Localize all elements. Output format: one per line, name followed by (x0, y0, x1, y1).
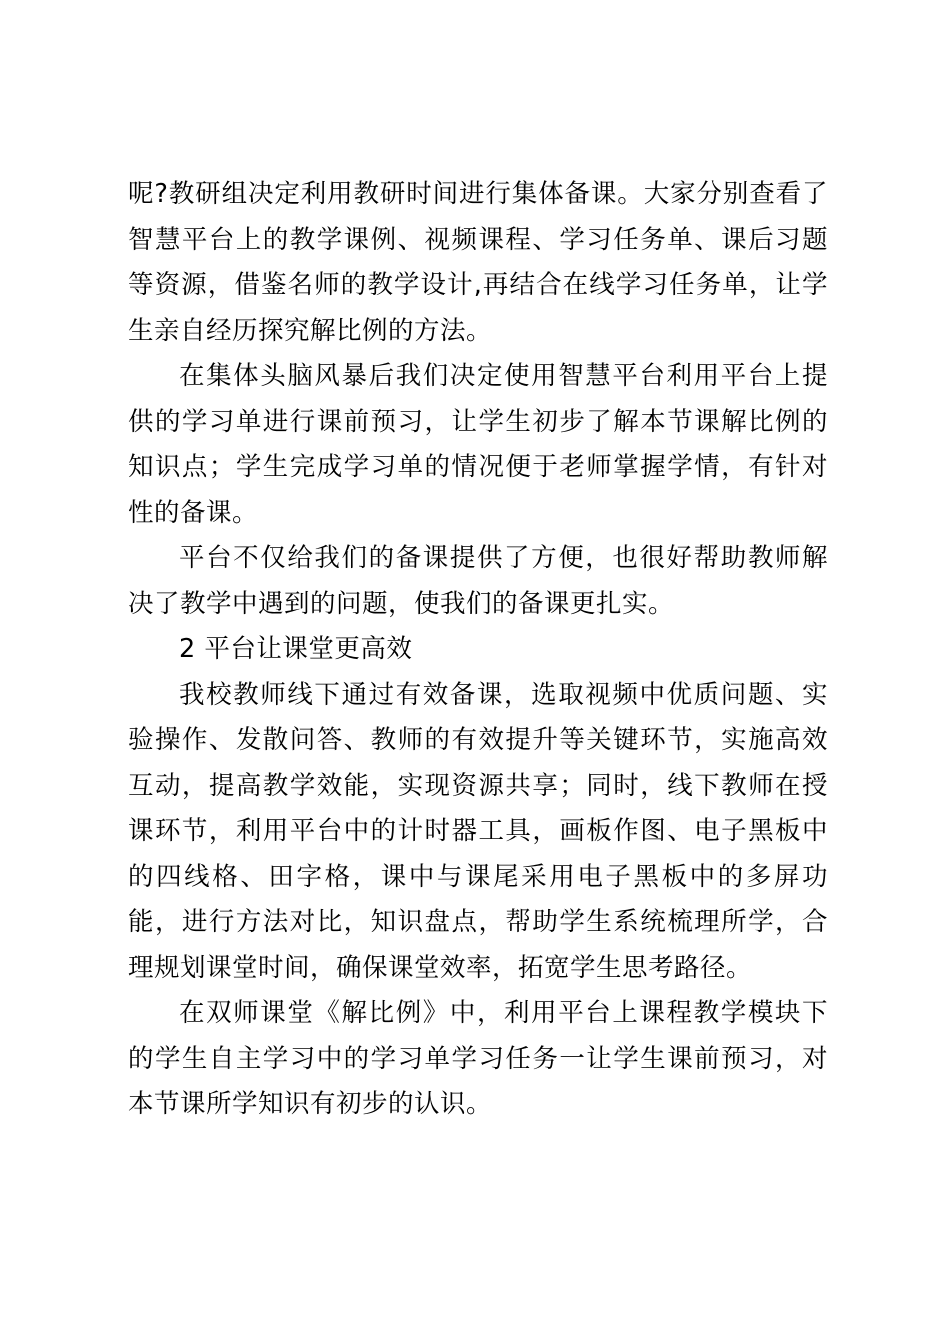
paragraph-platform-convenience: 平台不仅给我们的备课提供了方便，也很好帮助教师解决了教学中遇到的问题，使我们的备课更扎实。 (128, 543, 828, 619)
section-heading: 2 平台让课堂更高效 (179, 634, 413, 664)
paragraph-efficient-classroom: 我校教师线下通过有效备课，选取视频中优质问题、实验操作、发散问答、教师的有效提升等关键环节，实施高效互动，提高教学效能，实现资源共享；同时，线下教师在授课环节，利用平台中的计时器工具，画板作图、电子黑板中的四线格、田字格，课中与课尾采用电子黑板中的多屏功能，进行方法对比，知识盘点，帮助学生系统梳理所学，合理规划课堂时间，确保课堂效率，拓宽学生思考路径。 (128, 679, 828, 983)
document-body (128, 172, 828, 1128)
paragraph-continuation: 呢?教研组决定利用教研时间进行集体备课。大家分别查看了智慧平台上的教学课例、视频课程、学习任务单、课后习题等资源，借鉴名师的教学设计,再结合在线学习任务单，让学生亲自经历探究解比例的方法。 (128, 179, 828, 346)
paragraph-dual-teacher: 在双师课堂《解比例》中，利用平台上课程教学模块下的学生自主学习中的学习单学习任务一让学生课前预习，对本节课所学知识有初步的认识。 (128, 998, 828, 1119)
paragraph-brainstorm: 在集体头脑风暴后我们决定使用智慧平台利用平台上提供的学习单进行课前预习，让学生初步了解本节课解比例的知识点；学生完成学习单的情况便于老师掌握学情，有针对性的备课。 (128, 361, 828, 528)
